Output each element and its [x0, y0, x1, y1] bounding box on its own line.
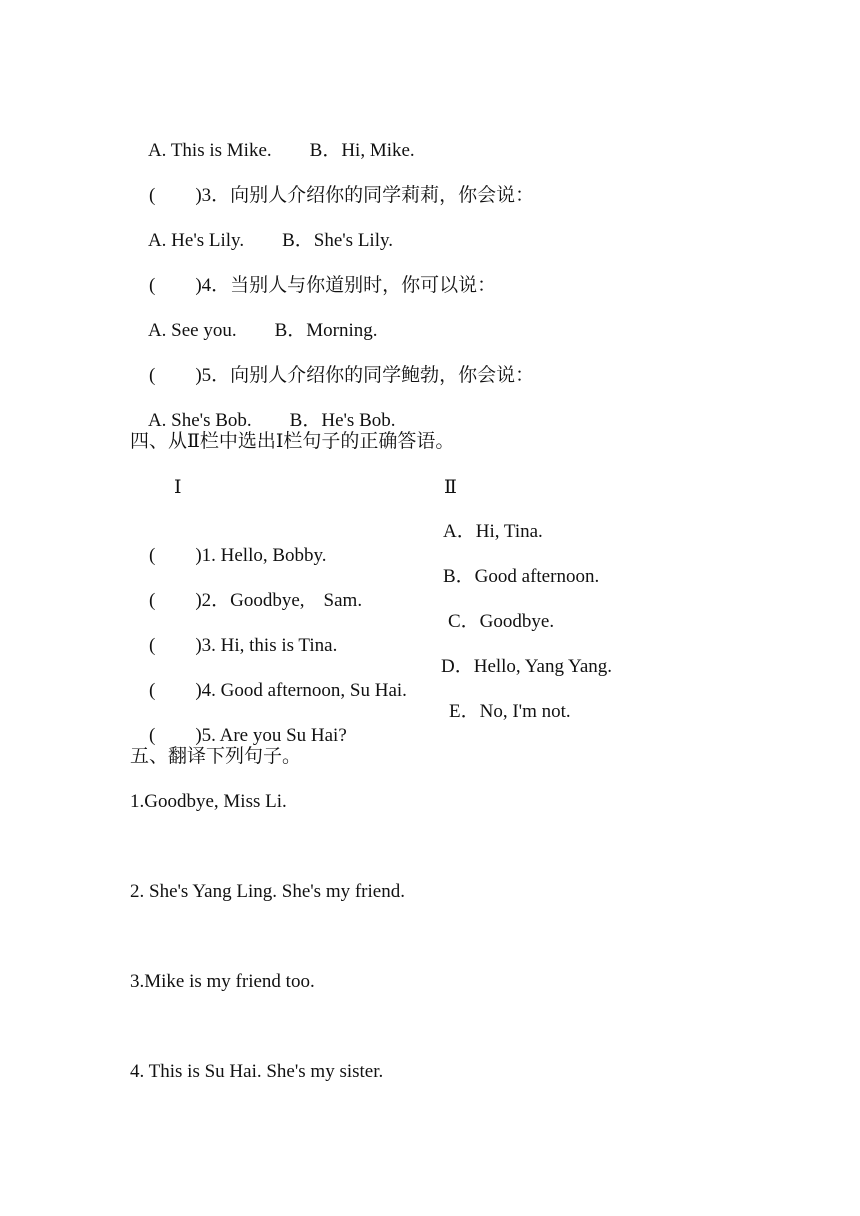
translate-sentence-2: 2. She's Yang Ling. She's my friend.	[130, 881, 405, 902]
column-2-heading: Ⅱ	[444, 477, 457, 498]
q4-option-b: B．Morning.	[274, 320, 378, 341]
q2-option-a: A. This is Mike.	[147, 140, 272, 161]
translate-sentence-3: 3.Mike is my friend too.	[130, 971, 315, 992]
q5-option-a: A. She's Bob.	[147, 410, 252, 431]
question-text: )3．向别人介绍你的同学莉莉，你会说：	[195, 185, 535, 206]
answer-blank-open: (	[149, 725, 156, 746]
answer-blank-open: (	[149, 635, 156, 656]
column-1-heading: Ⅰ	[174, 477, 182, 498]
match-answer-c: C．Goodbye.	[448, 611, 555, 632]
match-prompt: )4. Good afternoon, Su Hai.	[195, 680, 407, 701]
q4-option-a: A. See you.	[147, 320, 237, 341]
match-answer-d: D．Hello, Yang Yang.	[441, 656, 613, 677]
q3-option-b: B．She's Lily.	[282, 230, 393, 251]
q3-option-a: A. He's Lily.	[147, 230, 245, 251]
match-answer-e: E．No, I'm not.	[449, 701, 571, 722]
translate-sentence-4: 4. This is Su Hai. She's my sister.	[130, 1061, 384, 1082]
match-prompt: )5. Are you Su Hai?	[195, 725, 347, 746]
section-4-heading: 四、从Ⅱ栏中选出Ⅰ栏句子的正确答语。	[130, 431, 455, 452]
match-answer-a: A．Hi, Tina.	[443, 521, 543, 542]
q5-option-b: B．He's Bob.	[289, 410, 396, 431]
q2-option-b: B．Hi, Mike.	[309, 140, 415, 161]
question-text: )5．向别人介绍你的同学鲍勃，你会说：	[195, 365, 535, 386]
match-prompt: )1. Hello, Bobby.	[195, 545, 327, 566]
section-5-heading: 五、翻译下列句子。	[130, 746, 302, 767]
match-prompt: )2．Goodbye, Sam.	[195, 590, 363, 611]
match-prompt: )3. Hi, this is Tina.	[195, 635, 338, 656]
answer-blank-open: (	[149, 365, 156, 386]
match-answer-b: B．Good afternoon.	[443, 566, 600, 587]
answer-blank-open: (	[149, 185, 156, 206]
answer-blank-open: (	[149, 590, 156, 611]
translate-sentence-1: 1.Goodbye, Miss Li.	[130, 791, 287, 812]
question-text: )4．当别人与你道别时，你可以说：	[195, 275, 497, 296]
answer-blank-open: (	[149, 680, 156, 701]
answer-blank-open: (	[149, 275, 156, 296]
answer-blank-open: (	[149, 545, 156, 566]
